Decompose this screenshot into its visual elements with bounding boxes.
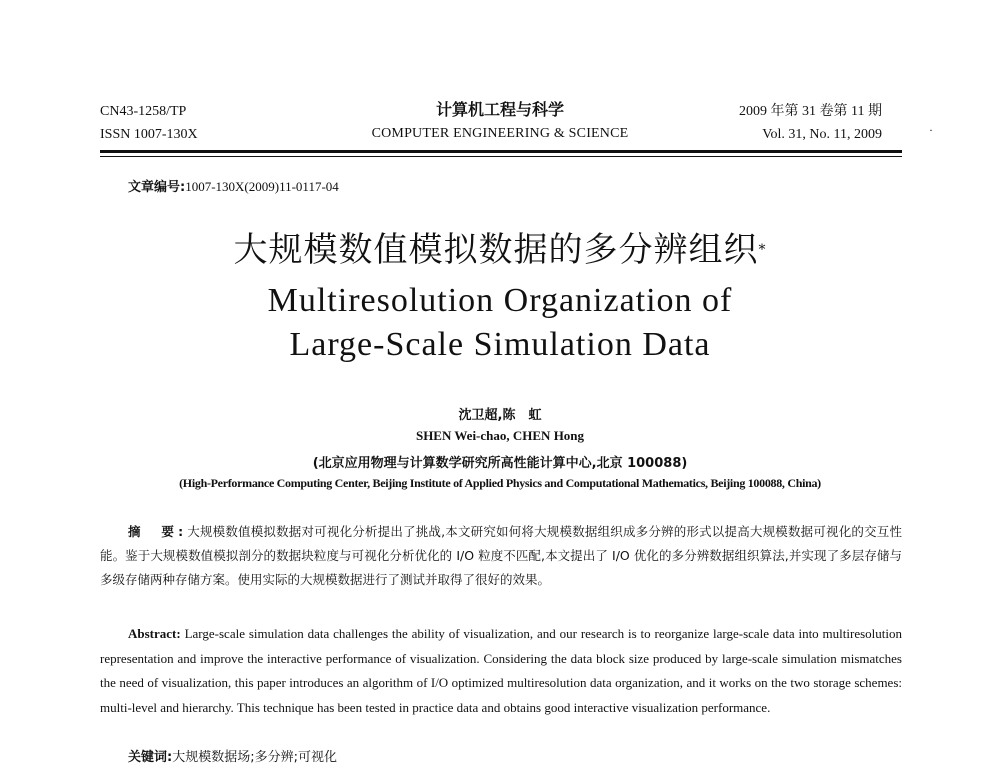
article-number-label: 文章编号:: [128, 180, 186, 195]
journal-name-cn: 计算机工程与科学: [435, 100, 564, 119]
article-number: [128, 176, 339, 195]
keywords: [128, 746, 337, 765]
journal-title-block: [300, 98, 700, 146]
authors-en: SHEN Wei-chao, CHEN Hong: [415, 428, 585, 443]
authors-cn: 沈卫超,陈 虹: [458, 408, 542, 423]
journal-name-en: COMPUTER ENGINEERING & SCIENCE: [371, 126, 629, 141]
volume-en: Vol. 31, No. 11, 2009: [762, 127, 882, 142]
abstract-en-text: Large-scale simulation data challenges the ability of visualization, and our research is to reorganize large-scale data into multiresolution representation and improve the interactive performance of visualization. Considering the data block size produced by large-scale simulation mismatches the need of visualization, this paper introduces an algorithm of I/O optimized multiresolution data organization, and it works on the two storage schemes: multi-level and hierarchy. This technique has been tested in practice data and obtains good interactive visualization performance.: [100, 626, 902, 715]
title-footnote-mark: *: [758, 242, 767, 258]
title-en-line1: Multiresolution Organization of: [267, 282, 733, 319]
issn: ISSN 1007-130X: [100, 127, 198, 142]
header-rule-thick: [100, 150, 902, 153]
title-cn-text: 大规模数值模拟数据的多分辨组织: [233, 230, 759, 270]
abstract-cn-label: 摘 要:: [128, 524, 188, 539]
keywords-label: 关键词:: [128, 750, 173, 765]
journal-issue: [739, 100, 882, 146]
affiliation-cn: (北京应用物理与计算数学研究所高性能计算中心,北京 100088): [312, 456, 688, 471]
abstract-cn-text: 大规模数值模拟数据对可视化分析提出了挑战,本文研究如何将大规模数据组织成多分辨的形式以提高大规模数据可视化的交互性能。鉴于大规模数值模拟剖分的数据块粒度与可视化分析优化的 I/O 粒度不匹配,本文提出了 I/O 优化的多分辨数据组织算法,并实现了多层存储与多级存储两种存储方案。使用实际的大规模数据进行了测试并取得了很好的效果。: [100, 524, 902, 587]
keywords-text: 大规模数据场;多分辨;可视化: [172, 750, 337, 765]
title-en: [0, 279, 1000, 367]
title-cn: [0, 228, 1000, 272]
abstract-cn: [100, 520, 902, 592]
article-number-value: 1007-130X(2009)11-0117-04: [185, 179, 339, 194]
abstract-en: [100, 622, 902, 720]
header-rule-thin: [100, 156, 902, 157]
issue-cn: 2009 年第 31 卷第 11 期: [739, 104, 882, 119]
affiliation-en: (High-Performance Computing Center, Beijing Institute of Applied Physics and Computational Mathematics, Beijing 100088, China): [179, 476, 821, 490]
cn-code: CN43-1258/TP: [100, 104, 187, 119]
title-en-line2: Large-Scale Simulation Data: [289, 326, 711, 363]
journal-codes: [100, 100, 198, 146]
abstract-en-label: Abstract:: [128, 626, 181, 641]
margin-dot: ·: [929, 123, 933, 137]
